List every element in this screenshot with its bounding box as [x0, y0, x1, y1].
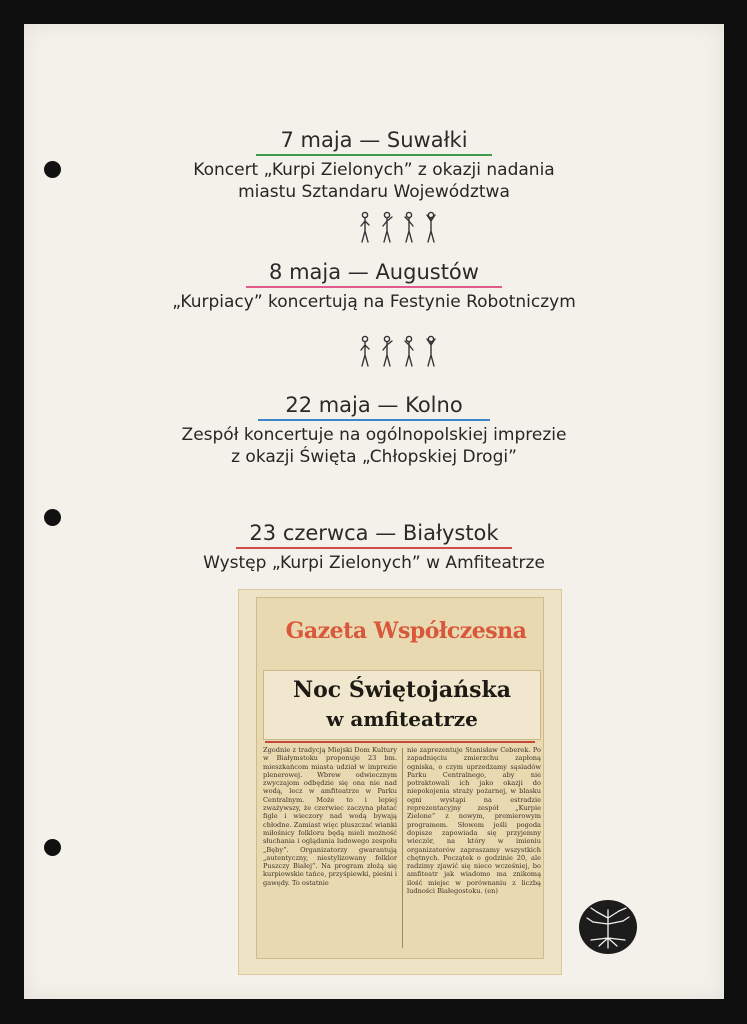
heading-underline	[236, 547, 512, 549]
newspaper-clipping	[238, 589, 562, 975]
event-bialystok	[24, 521, 724, 574]
event-description-line: z okazji Święta „Chłopskiej Drogi”	[231, 447, 517, 467]
heading-underline	[258, 419, 490, 421]
scrapbook-page	[24, 24, 724, 999]
clipping-subheadline: w amfiteatrze	[326, 707, 478, 731]
dancers-icon	[357, 335, 447, 369]
event-description-line: miastu Sztandaru Województwa	[238, 182, 510, 202]
column-divider	[402, 748, 403, 948]
event-kolno	[24, 393, 724, 468]
tree-roots-stamp-icon	[577, 898, 639, 960]
event-heading: 7 maja — Suwałki	[24, 128, 724, 156]
event-suwalki	[24, 128, 724, 203]
heading-underline	[256, 154, 492, 156]
event-heading: 8 maja — Augustów	[24, 260, 724, 288]
heading-underline	[246, 286, 502, 288]
headline-divider	[265, 741, 535, 743]
event-heading: 23 czerwca — Białystok	[24, 521, 724, 549]
article-column-right: nie zaprezentuje Stanisław Ceberek. Po zapadnięciu zmierzchu zapłoną ogniska, o czym uprzedzamy sąsiadów Parku Centralnego, aby nie potraktowali ich jako okazji do niepokojenia straży pożarnej, w blasku ogni wystąpi na estradzie reprezentacyjny zespół „Kurpie Zielone” z nowym, premierowym programem. Słowem jeśli pogoda dopisze zapowiada się przyjemny wieczór, na który w imieniu organizatorów zapraszamy wszystkich chętnych. Początek o godzinie 20, ale radzimy zjawić się nieco wcześniej, bo amfiteatr jak wiadomo ma znikomą ilość miejsc w porównaniu z liczbą ludności Białegostoku. (en)	[407, 746, 541, 896]
dancers-icon	[357, 211, 447, 245]
event-description-line: Występ „Kurpi Zielonych” w Amfiteatrze	[203, 553, 545, 573]
article-column-left: Zgodnie z tradycją Miejski Dom Kultury w Białymstoku proponuje 23 bm. mieszkańcom miasta udział w imprezie plenerowej. Wbrew odwiecznym zwyczajom odbędzie się ona nie nad wodą, lecz w amfiteatrze w Parku Centralnym. Może to i lepiej zważywszy, że czerwiec zaczyna płatać figle i wieczory nad wodą bywają chłodne. Zamiast więc pluszczać wianki miłośnicy folkloru będą mieli możność słuchania i oglądania ludowego zespołu „Bęby”. Organizatorzy gwarantują „autentyczny, niestylizowany folklor Puszczy Białej”. Na program złożą się kurpiowskie tańce, przyśpiewki, pieśni i gawędy. To ostatnie	[263, 746, 397, 887]
event-heading: 22 maja — Kolno	[24, 393, 724, 421]
event-description-line: Koncert „Kurpi Zielonych” z okazji nadania	[193, 160, 555, 180]
headline-box	[263, 670, 541, 740]
binder-hole	[44, 839, 61, 856]
newspaper-masthead: Gazeta Współczesna	[285, 618, 527, 644]
event-description-line: „Kurpiacy” koncertują na Festynie Robotniczym	[172, 292, 576, 312]
event-augustow	[24, 260, 724, 313]
event-description-line: Zespół koncertuje na ogólnopolskiej imprezie	[181, 425, 567, 445]
clipping-headline: Noc Świętojańska	[293, 677, 511, 703]
